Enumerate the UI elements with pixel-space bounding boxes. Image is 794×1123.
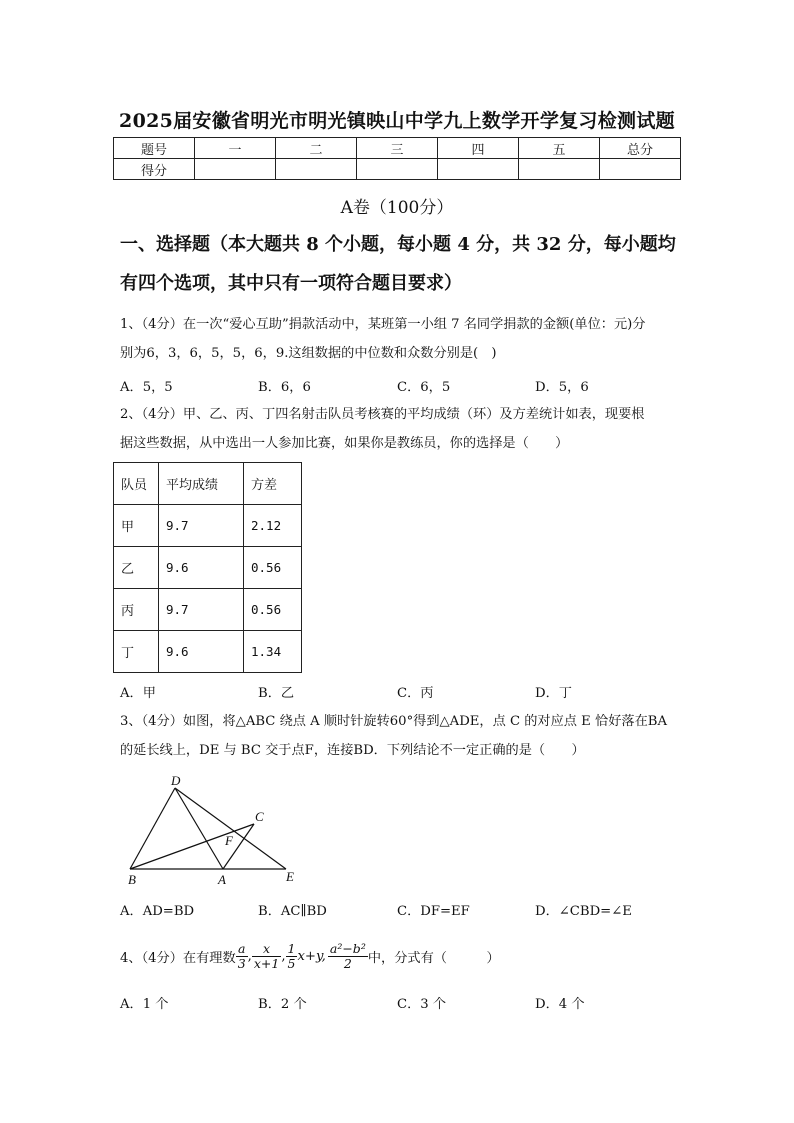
fraction-numerator: x: [252, 942, 281, 957]
q2-line1: 2、（4分）甲、乙、丙、丁四名射击队员考核赛的平均成绩（环）及方差统计如表，现要根: [120, 407, 645, 422]
q1-option-d: D．5，6: [535, 380, 589, 395]
fraction-numerator: a: [236, 942, 248, 957]
segment-bd: [130, 788, 175, 869]
q3-option-b: B．AC∥BD: [258, 904, 327, 919]
score-header-cell: 一: [195, 138, 276, 159]
question-4: [120, 934, 700, 978]
q3-line2: 的延长线上，DE 与 BC 交于点F，连接BD．下列结论不一定正确的是（ ）: [120, 743, 585, 758]
score-table-row: [114, 159, 681, 180]
q2-cell-variance: 0.56: [244, 547, 302, 589]
q2-table-header-row: [114, 463, 302, 505]
score-table: [113, 137, 681, 180]
q2-table-row: [114, 547, 302, 589]
score-blank-cell: [195, 159, 276, 180]
score-blank-cell: [600, 159, 681, 180]
score-blank-cell: [357, 159, 438, 180]
fraction-1-over-5: [286, 942, 298, 971]
q2-cell-mean: 9.6: [159, 631, 244, 673]
score-header-cell: 三: [357, 138, 438, 159]
q3-line1: 3、（4分）如图，将△ABC 绕点 A 顺时针旋转60°得到△ADE，点 C 的对应点 E 恰好落在BA: [120, 714, 667, 729]
fraction-denominator: x+1: [253, 955, 280, 971]
q4-option-c: C．3 个: [397, 997, 447, 1012]
q2-option-b: B．乙: [258, 686, 295, 701]
q4-separator: ,: [247, 948, 252, 964]
score-header-cell: 五: [519, 138, 600, 159]
section-a-heading: A卷（100分）: [340, 198, 454, 218]
figure-lines: [130, 788, 286, 869]
q2-option-a: A．甲: [120, 686, 156, 701]
q4-option-d: D．4 个: [535, 997, 585, 1012]
label-e: E: [286, 869, 294, 884]
q2-cell-mean: 9.6: [159, 547, 244, 589]
q2-cell-mean: 9.7: [159, 589, 244, 631]
q2-table-row: [114, 589, 302, 631]
fraction-denominator: 3: [237, 955, 246, 971]
q2-cell-player: 乙: [114, 547, 159, 589]
q2-line2: 据这些数据，从中选出一人参加比赛，如果你是教练员，你的选择是（ ）: [120, 436, 569, 451]
q2-cell-variance: 0.56: [244, 589, 302, 631]
q4-expression-term: x+y,: [297, 948, 326, 964]
q4-prefix: 4、（4分）在有理数: [120, 950, 236, 966]
question-1: [120, 310, 690, 368]
fraction-a-over-3: [236, 942, 248, 971]
page-title: 2025届安徽省明光市明光镇映山中学九上数学开学复习检测试题: [119, 110, 675, 132]
score-header-cell: 二: [276, 138, 357, 159]
label-b: B: [128, 872, 136, 887]
q3-options: [120, 900, 690, 924]
q4-options: [120, 993, 690, 1017]
label-a: A: [218, 872, 226, 887]
q2-cell-player: 丙: [114, 589, 159, 631]
segment-de: [175, 788, 286, 869]
segment-bc: [130, 824, 254, 869]
score-blank-cell: [276, 159, 357, 180]
q2-option-d: D．丁: [535, 686, 572, 701]
q2-table-row: [114, 631, 302, 673]
q2-cell-mean: 9.7: [159, 505, 244, 547]
question-3: [120, 707, 690, 765]
question-2: [120, 400, 690, 458]
q1-option-b: B．6，6: [258, 380, 311, 395]
q4-separator: ,: [281, 948, 286, 964]
q3-option-c: C．DF=EF: [397, 904, 470, 919]
q2-cell-variance: 1.34: [244, 631, 302, 673]
fraction-a2-minus-b2-over-2: [328, 942, 368, 971]
q4-suffix: 中，分式有（ ）: [367, 950, 500, 966]
q1-option-a: A．5，5: [120, 380, 173, 395]
label-d: D: [171, 773, 181, 788]
score-blank-cell: [438, 159, 519, 180]
q2-data-table: [113, 462, 302, 673]
q1-option-c: C．6，5: [397, 380, 451, 395]
q3-option-a: A．AD=BD: [120, 904, 195, 919]
fraction-denominator: 5: [287, 955, 296, 971]
q2-option-c: C．丙: [397, 686, 434, 701]
q2-cell-variance: 2.12: [244, 505, 302, 547]
score-header-cell: 四: [438, 138, 519, 159]
score-header-cell: 总分: [600, 138, 681, 159]
fraction-numerator: 1: [287, 940, 296, 956]
q3-geometry-figure: [118, 772, 308, 892]
q1-line1: 1、（4分）在一次“爱心互助”捐款活动中，某班第一小组 7 名同学捐款的金额(单位：元)分: [120, 317, 646, 332]
q4-option-b: B．2 个: [258, 997, 307, 1012]
q2-cell-player: 丁: [114, 631, 159, 673]
part1-heading-line2: 有四个选项，其中只有一项符合题目要求）: [120, 273, 462, 294]
score-row-label: 得分: [114, 159, 195, 180]
fraction-denominator: 2: [343, 955, 352, 971]
q2-header-cell: 方差: [244, 463, 302, 505]
q4-option-a: A．1 个: [120, 997, 169, 1012]
fraction-x-over-x-plus-1: [252, 942, 281, 971]
segment-da: [175, 788, 223, 869]
q2-header-cell: 平均成绩: [159, 463, 244, 505]
q1-options: [120, 376, 690, 400]
q3-option-d: D．∠CBD=∠E: [535, 904, 632, 919]
score-table-header-row: [114, 138, 681, 159]
q2-cell-player: 甲: [114, 505, 159, 547]
label-f: F: [225, 833, 233, 848]
part1-heading-line1: 一、选择题（本大题共 8 个小题，每小题 4 分，共 32 分，每小题均: [120, 234, 676, 255]
q2-options: [120, 682, 690, 706]
label-c: C: [255, 809, 264, 824]
part1-heading: [120, 225, 690, 303]
q1-line2: 别为6，3，6，5，5，6，9.这组数据的中位数和众数分别是( ): [120, 346, 497, 361]
score-blank-cell: [519, 159, 600, 180]
fraction-numerator: a²−b²: [329, 940, 366, 956]
q2-header-cell: 队员: [114, 463, 159, 505]
score-header-cell: 题号: [114, 138, 195, 159]
q2-table-row: [114, 505, 302, 547]
